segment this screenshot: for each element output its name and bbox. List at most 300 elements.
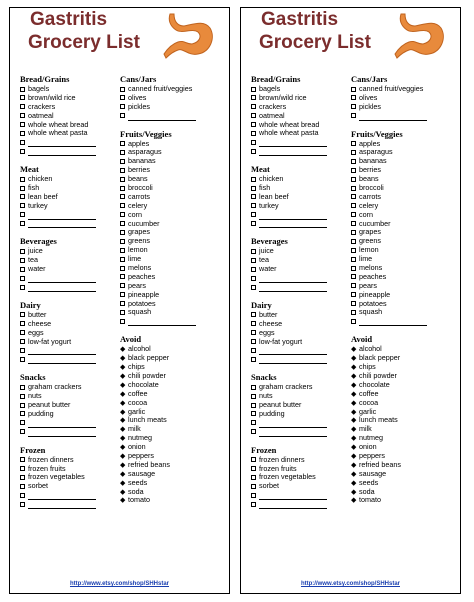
list-item[interactable] — [251, 346, 351, 355]
list-item[interactable] — [251, 482, 351, 491]
column-2 — [120, 74, 220, 513]
item-label: lean beef — [28, 191, 58, 201]
list-item[interactable] — [251, 129, 351, 138]
diamond-bullet-icon: ◆ — [120, 355, 126, 363]
checkbox[interactable] — [120, 319, 125, 324]
checkbox[interactable] — [351, 266, 356, 271]
checkbox[interactable] — [251, 267, 256, 272]
checkbox[interactable] — [20, 411, 25, 416]
list-item[interactable] — [20, 202, 120, 211]
section-title: Meat — [20, 164, 39, 175]
section-title: Dairy — [20, 299, 41, 310]
checkbox[interactable] — [351, 87, 356, 92]
footer-link[interactable]: http://www.etsy.com/shop/SHHstar — [69, 581, 169, 587]
checkbox[interactable] — [120, 266, 125, 271]
checkbox[interactable] — [120, 212, 125, 217]
checkbox[interactable] — [251, 466, 256, 471]
item-label: berries — [128, 165, 150, 175]
checkbox[interactable] — [251, 95, 256, 100]
list-item[interactable] — [251, 355, 351, 364]
item-label: seeds — [128, 477, 148, 487]
list-item[interactable] — [351, 112, 451, 121]
checkbox[interactable] — [251, 122, 256, 127]
checkbox[interactable] — [120, 141, 125, 146]
checkbox[interactable] — [20, 149, 25, 154]
checkbox[interactable] — [251, 312, 256, 317]
checkbox[interactable] — [20, 502, 25, 507]
list-item[interactable] — [120, 112, 220, 121]
checkbox[interactable] — [351, 186, 356, 191]
item-label: potatoes — [128, 298, 156, 308]
list-item[interactable] — [20, 346, 120, 355]
blank-write-in-line[interactable] — [28, 348, 96, 355]
list-item[interactable] — [251, 338, 351, 347]
item-label: cocoa — [359, 397, 379, 407]
card-header — [10, 8, 229, 76]
item-label: lunch meats — [128, 415, 167, 425]
checkbox[interactable] — [20, 475, 25, 480]
checkbox[interactable] — [120, 87, 125, 92]
list-item[interactable] — [351, 103, 451, 112]
checkbox[interactable] — [20, 203, 25, 208]
blank-write-in-line[interactable] — [259, 502, 327, 509]
diamond-bullet-icon: ◆ — [120, 444, 126, 452]
checkbox[interactable] — [20, 357, 25, 362]
checkbox[interactable] — [120, 159, 125, 164]
checkbox[interactable] — [120, 239, 125, 244]
checkbox[interactable] — [351, 283, 356, 288]
title-line-1: Gastritis — [261, 9, 339, 30]
item-label: alcohol — [128, 344, 151, 354]
checkbox[interactable] — [251, 221, 256, 226]
item-label: chicken — [28, 174, 53, 184]
list-item[interactable] — [20, 500, 120, 509]
item-label: chocolate — [359, 379, 390, 389]
checkbox[interactable] — [251, 249, 256, 254]
checkbox[interactable] — [251, 457, 256, 462]
checkbox[interactable] — [20, 484, 25, 489]
checkbox[interactable] — [120, 168, 125, 173]
checkbox[interactable] — [351, 257, 356, 262]
item-label: bananas — [128, 156, 156, 166]
list-item[interactable] — [251, 500, 351, 509]
diamond-bullet-icon: ◆ — [120, 364, 126, 372]
blank-write-in-line[interactable] — [128, 319, 196, 326]
checkbox[interactable] — [251, 475, 256, 480]
list-item[interactable] — [20, 220, 120, 229]
checkbox[interactable] — [251, 276, 256, 281]
checkbox[interactable] — [120, 221, 125, 226]
checkbox[interactable] — [251, 104, 256, 109]
list-item[interactable] — [251, 220, 351, 229]
checkbox[interactable] — [120, 230, 125, 235]
checkbox[interactable] — [251, 177, 256, 182]
blank-write-in-line[interactable] — [359, 319, 427, 326]
checkbox[interactable] — [251, 258, 256, 263]
checkbox[interactable] — [351, 248, 356, 253]
checkbox[interactable] — [120, 186, 125, 191]
section-title: Cans/Jars — [351, 74, 388, 84]
list-item[interactable] — [251, 265, 351, 274]
checkbox[interactable] — [20, 221, 25, 226]
item-label: soda — [128, 486, 144, 496]
item-label: beans — [128, 174, 148, 184]
checkbox[interactable] — [20, 466, 25, 471]
checkbox[interactable] — [351, 301, 356, 306]
checkbox[interactable] — [251, 394, 256, 399]
checkbox[interactable] — [351, 292, 356, 297]
item-label: peanut butter — [259, 400, 302, 410]
item-label: lemon — [128, 245, 148, 255]
list-item[interactable] — [20, 138, 120, 147]
list-item[interactable] — [251, 491, 351, 500]
blank-write-in-line[interactable] — [28, 430, 96, 437]
checkbox[interactable] — [251, 484, 256, 489]
card-header — [241, 8, 460, 76]
list-item[interactable] — [20, 355, 120, 364]
item-label: apples — [359, 138, 381, 148]
blank-write-in-line[interactable] — [28, 213, 96, 220]
checkbox[interactable] — [251, 203, 256, 208]
checkbox[interactable] — [20, 312, 25, 317]
checkbox[interactable] — [351, 194, 356, 199]
section-title: Fruits/Veggies — [120, 128, 172, 139]
checkbox[interactable] — [20, 321, 25, 326]
checkbox[interactable] — [20, 104, 25, 109]
diamond-bullet-icon: ◆ — [351, 479, 357, 487]
list-item[interactable] — [120, 317, 220, 326]
stomach-icon — [160, 12, 216, 60]
checkbox[interactable] — [20, 267, 25, 272]
checkbox[interactable] — [20, 186, 25, 191]
item-label: whole wheat bread — [259, 119, 320, 129]
item-label: cocoa — [128, 397, 148, 407]
blank-write-in-line[interactable] — [28, 285, 96, 292]
item-label: pickles — [128, 101, 150, 111]
checkbox[interactable] — [20, 429, 25, 434]
list-item[interactable] — [20, 265, 120, 274]
checkbox[interactable] — [20, 403, 25, 408]
item-list — [120, 345, 220, 505]
blank-write-in-line[interactable] — [28, 149, 96, 156]
item-label: frozen vegetables — [28, 472, 85, 482]
item-label: grapes — [359, 227, 381, 237]
blank-write-in-line[interactable] — [28, 502, 96, 509]
blank-write-in-line[interactable] — [28, 221, 96, 228]
checkbox[interactable] — [20, 87, 25, 92]
checkbox[interactable] — [351, 113, 356, 118]
checkbox[interactable] — [351, 310, 356, 315]
diamond-bullet-icon: ◆ — [120, 497, 126, 505]
checkbox[interactable] — [120, 292, 125, 297]
checkbox[interactable] — [20, 131, 25, 136]
checkbox[interactable] — [351, 104, 356, 109]
item-label: peanut butter — [28, 400, 71, 410]
blank-write-in-line[interactable] — [259, 213, 327, 220]
checkbox[interactable] — [20, 493, 25, 498]
item-label: tomato — [128, 495, 150, 505]
blank-write-in-line[interactable] — [259, 149, 327, 156]
item-label: greens — [359, 236, 381, 246]
checkbox[interactable] — [251, 194, 256, 199]
item-list — [120, 85, 220, 121]
list-item[interactable] — [20, 274, 120, 283]
checkbox[interactable] — [251, 321, 256, 326]
item-label: sorbet — [28, 481, 48, 491]
section-cans-jars — [120, 74, 220, 121]
list-item[interactable] — [20, 491, 120, 500]
item-label: oatmeal — [259, 110, 285, 120]
section-fruits-veggies — [351, 129, 451, 327]
item-label: sorbet — [259, 481, 279, 491]
checkbox[interactable] — [20, 95, 25, 100]
checkbox[interactable] — [251, 502, 256, 507]
checkbox[interactable] — [251, 493, 256, 498]
item-label: bagels — [259, 84, 281, 93]
item-label: tomato — [359, 495, 381, 505]
list-item[interactable] — [20, 428, 120, 437]
checkbox[interactable] — [251, 149, 256, 154]
checkbox[interactable] — [251, 285, 256, 290]
item-list — [20, 383, 120, 436]
checkbox[interactable] — [351, 150, 356, 155]
section-frozen — [20, 445, 120, 509]
item-label: onion — [359, 442, 377, 452]
item-label: frozen vegetables — [259, 472, 316, 482]
checkbox[interactable] — [20, 249, 25, 254]
diamond-bullet-icon: ◆ — [351, 381, 357, 389]
item-list — [251, 175, 351, 228]
checkbox[interactable] — [20, 113, 25, 118]
blank-write-in-line[interactable] — [28, 421, 96, 428]
section-title: Beverages — [251, 236, 288, 247]
checkbox[interactable] — [251, 339, 256, 344]
checkbox[interactable] — [251, 403, 256, 408]
list-item[interactable] — [251, 202, 351, 211]
list-item[interactable] — [20, 482, 120, 491]
item-label: nutmeg — [128, 433, 152, 443]
item-label: tea — [28, 255, 38, 265]
blank-write-in-line[interactable] — [359, 114, 427, 121]
item-label: whole wheat bread — [28, 119, 89, 129]
list-item[interactable] — [251, 211, 351, 220]
checkbox[interactable] — [20, 330, 25, 335]
list-item[interactable] — [351, 317, 451, 326]
footer-link[interactable]: http://www.etsy.com/shop/SHHstar — [300, 581, 400, 587]
item-label: frozen dinners — [28, 454, 74, 464]
checkbox[interactable] — [20, 194, 25, 199]
item-label: lime — [128, 254, 142, 264]
checkbox[interactable] — [251, 87, 256, 92]
checkbox[interactable] — [351, 141, 356, 146]
checkbox[interactable] — [120, 248, 125, 253]
checkbox[interactable] — [20, 122, 25, 127]
item-label: bagels — [28, 84, 50, 93]
checkbox[interactable] — [251, 186, 256, 191]
checkbox[interactable] — [351, 221, 356, 226]
checkbox[interactable] — [120, 194, 125, 199]
item-label: squash — [128, 307, 152, 317]
title-line-1: Gastritis — [30, 9, 108, 30]
diamond-bullet-icon: ◆ — [351, 364, 357, 372]
checkbox[interactable] — [351, 239, 356, 244]
item-label: cheese — [28, 318, 52, 328]
diamond-bullet-icon: ◆ — [120, 381, 126, 389]
blank-write-in-line[interactable] — [28, 276, 96, 283]
list-item[interactable] — [251, 410, 351, 419]
blank-write-in-line[interactable] — [259, 276, 327, 283]
diamond-bullet-icon: ◆ — [351, 346, 357, 354]
item-label: peaches — [359, 271, 387, 281]
item-label: pineapple — [128, 289, 160, 299]
checkbox[interactable] — [120, 104, 125, 109]
checkbox[interactable] — [351, 95, 356, 100]
checkbox[interactable] — [20, 285, 25, 290]
item-label: pears — [128, 280, 146, 290]
list-item[interactable] — [251, 428, 351, 437]
item-label: refried beans — [128, 459, 170, 469]
column-1 — [251, 74, 351, 517]
section-dairy — [20, 300, 120, 364]
checkbox[interactable] — [120, 113, 125, 118]
section-frozen — [251, 445, 351, 509]
list-item[interactable] — [20, 338, 120, 347]
item-label: lime — [359, 254, 373, 264]
blank-write-in-line[interactable] — [259, 493, 327, 500]
checkbox[interactable] — [120, 150, 125, 155]
checkbox[interactable] — [20, 385, 25, 390]
item-label: coffee — [128, 388, 148, 398]
checkbox[interactable] — [351, 230, 356, 235]
stomach-icon — [391, 12, 447, 60]
column-2 — [351, 74, 451, 513]
list-item[interactable] — [20, 147, 120, 156]
diamond-bullet-icon: ◆ — [120, 452, 126, 460]
list-item[interactable] — [20, 211, 120, 220]
list-item[interactable] — [20, 129, 120, 138]
checkbox[interactable] — [20, 140, 25, 145]
blank-write-in-line[interactable] — [28, 140, 96, 147]
item-label: milk — [128, 424, 141, 434]
list-item[interactable] — [120, 103, 220, 112]
checkbox[interactable] — [20, 177, 25, 182]
list-item[interactable] — [20, 410, 120, 419]
blank-write-in-line[interactable] — [28, 493, 96, 500]
item-label: chili powder — [128, 370, 166, 380]
checkbox[interactable] — [20, 276, 25, 281]
diamond-bullet-icon: ◆ — [120, 372, 126, 380]
diamond-bullet-icon: ◆ — [351, 461, 357, 469]
blank-write-in-line[interactable] — [259, 221, 327, 228]
item-label: juice — [28, 246, 43, 256]
checkbox[interactable] — [251, 429, 256, 434]
checkbox[interactable] — [251, 348, 256, 353]
item-label: corn — [359, 209, 373, 219]
item-label: whole wheat pasta — [259, 128, 319, 138]
item-label: celery — [359, 200, 379, 210]
checkbox[interactable] — [120, 301, 125, 306]
item-label: tea — [259, 255, 269, 265]
blank-write-in-line[interactable] — [28, 357, 96, 364]
checkbox[interactable] — [20, 420, 25, 425]
list-item[interactable] — [251, 147, 351, 156]
checkbox[interactable] — [120, 203, 125, 208]
checkbox[interactable] — [251, 420, 256, 425]
item-label: carrots — [359, 191, 381, 201]
checkbox[interactable] — [20, 394, 25, 399]
checkbox[interactable] — [351, 274, 356, 279]
item-label: butter — [259, 309, 278, 319]
item-list — [20, 175, 120, 228]
blank-write-in-line[interactable] — [259, 357, 327, 364]
checkbox[interactable] — [20, 457, 25, 462]
list-item[interactable] — [20, 419, 120, 428]
checkbox[interactable] — [351, 177, 356, 182]
diamond-bullet-icon: ◆ — [351, 435, 357, 443]
blank-write-in-line[interactable] — [259, 430, 327, 437]
checkbox[interactable] — [351, 319, 356, 324]
checkbox[interactable] — [120, 177, 125, 182]
item-list — [20, 456, 120, 509]
list-item[interactable] — [251, 138, 351, 147]
item-label: crackers — [259, 101, 287, 111]
blank-write-in-line[interactable] — [259, 285, 327, 292]
checkbox[interactable] — [120, 257, 125, 262]
checkbox[interactable] — [251, 411, 256, 416]
diamond-bullet-icon: ◆ — [120, 408, 126, 416]
item-label: potatoes — [359, 298, 387, 308]
list-item[interactable] — [120, 308, 220, 317]
blank-write-in-line[interactable] — [259, 421, 327, 428]
checkbox[interactable] — [251, 140, 256, 145]
checkbox[interactable] — [351, 203, 356, 208]
item-label: crackers — [28, 101, 56, 111]
checkbox[interactable] — [20, 339, 25, 344]
checkbox[interactable] — [251, 385, 256, 390]
blank-write-in-line[interactable] — [259, 348, 327, 355]
checkbox[interactable] — [251, 131, 256, 136]
checkbox[interactable] — [351, 159, 356, 164]
list-item[interactable] — [251, 419, 351, 428]
list-item[interactable] — [20, 283, 120, 292]
checkbox[interactable] — [351, 212, 356, 217]
item-label: eggs — [259, 327, 275, 337]
blank-write-in-line[interactable] — [259, 140, 327, 147]
checkbox[interactable] — [120, 95, 125, 100]
checkbox[interactable] — [20, 212, 25, 217]
checkbox[interactable] — [251, 113, 256, 118]
checkbox[interactable] — [20, 258, 25, 263]
checkbox[interactable] — [251, 357, 256, 362]
item-label: low-fat yogurt — [259, 336, 303, 346]
checkbox[interactable] — [20, 348, 25, 353]
checkbox[interactable] — [351, 168, 356, 173]
checkbox[interactable] — [120, 310, 125, 315]
checkbox[interactable] — [251, 330, 256, 335]
blank-write-in-line[interactable] — [128, 114, 196, 121]
section-title: Meat — [251, 164, 270, 175]
checkbox[interactable] — [120, 274, 125, 279]
diamond-bullet-icon: ◆ — [351, 399, 357, 407]
item-label: frozen fruits — [28, 463, 66, 473]
list-item[interactable] — [351, 308, 451, 317]
item-label: water — [28, 264, 46, 274]
checkbox[interactable] — [120, 283, 125, 288]
checkbox[interactable] — [251, 212, 256, 217]
list-item[interactable] — [251, 274, 351, 283]
list-item[interactable] — [251, 283, 351, 292]
item-label: chips — [359, 362, 376, 372]
